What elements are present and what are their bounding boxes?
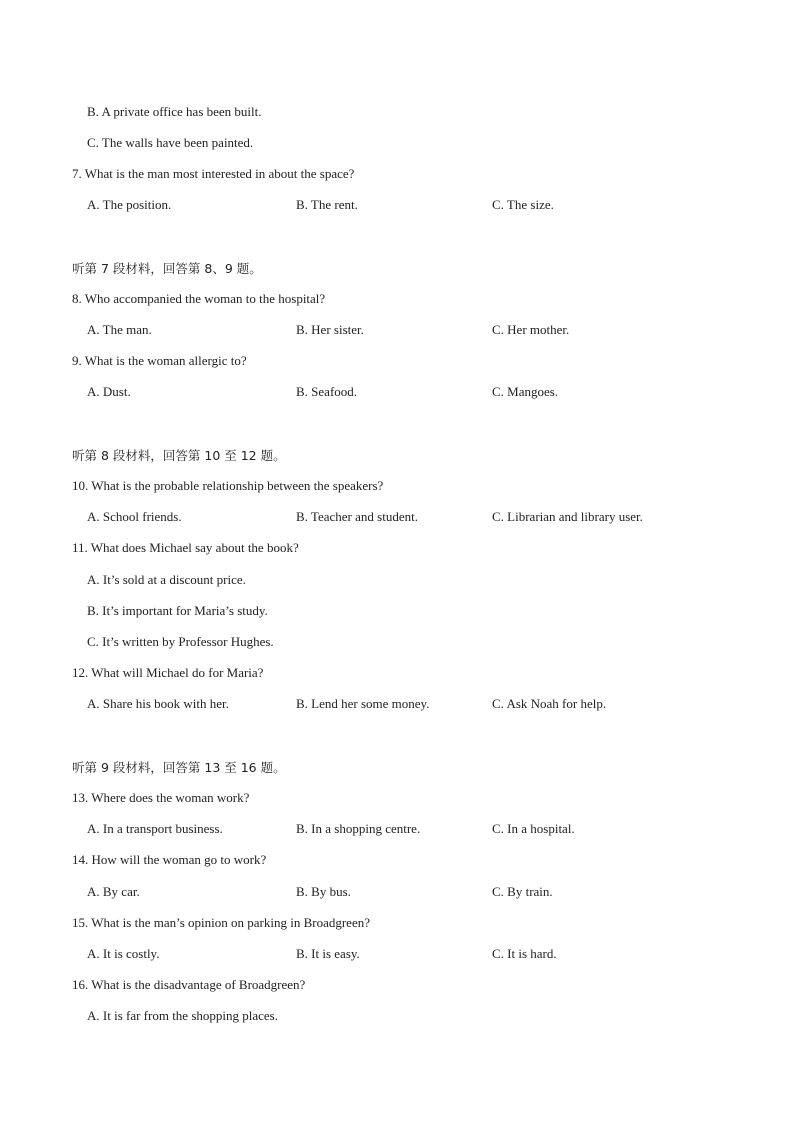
question-10: 10. What is the probable relationship between the speakers? [72,478,384,493]
option-16a: A. It is far from the shopping places. [87,1008,278,1023]
option-8b: B. Her sister. [296,322,364,337]
option-12a: A. Share his book with her. [87,696,229,711]
option-12c: C. Ask Noah for help. [492,696,607,711]
option-15b: B. It is easy. [296,946,360,961]
question-8: 8. Who accompanied the woman to the hospital? [72,291,326,306]
option-6b: B. A private office has been built. [87,104,262,119]
option-14a: A. By car. [87,884,140,899]
question-11: 11. What does Michael say about the book? [72,540,299,555]
section-header-7: 听第 7 段材料，回答第 8、9 题。 [72,261,262,276]
option-10c: C. Librarian and library user. [492,509,643,524]
option-14b: B. By bus. [296,884,351,899]
option-13c: C. In a hospital. [492,821,575,836]
option-14c: C. By train. [492,884,553,899]
question-7: 7. What is the man most interested in about the space? [72,166,355,181]
option-7a: A. The position. [87,197,172,212]
option-10b: B. Teacher and student. [296,509,418,524]
option-13b: B. In a shopping centre. [296,821,421,836]
section-header-8: 听第 8 段材料，回答第 10 至 12 题。 [72,448,286,463]
question-12: 12. What will Michael do for Maria? [72,665,264,680]
option-13a: A. In a transport business. [87,821,223,836]
option-8c: C. Her mother. [492,322,570,337]
section-header-9: 听第 9 段材料，回答第 13 至 16 题。 [72,760,286,775]
option-15a: A. It is costly. [87,946,160,961]
question-15: 15. What is the man’s opinion on parking in Broadgreen? [72,915,370,930]
option-7c: C. The size. [492,197,554,212]
option-10a: A. School friends. [87,509,182,524]
question-9: 9. What is the woman allergic to? [72,353,247,368]
option-9c: C. Mangoes. [492,384,559,399]
question-13: 13. Where does the woman work? [72,790,250,805]
option-6c: C. The walls have been painted. [87,135,254,150]
option-12b: B. Lend her some money. [296,696,430,711]
option-7b: B. The rent. [296,197,358,212]
option-8a: A. The man. [87,322,152,337]
option-11c: C. It’s written by Professor Hughes. [87,634,274,649]
option-15c: C. It is hard. [492,946,557,961]
question-14: 14. How will the woman go to work? [72,852,267,867]
option-9a: A. Dust. [87,384,131,399]
option-9b: B. Seafood. [296,384,358,399]
option-11b: B. It’s important for Maria’s study. [87,603,268,618]
question-16: 16. What is the disadvantage of Broadgreen? [72,977,306,992]
option-11a: A. It’s sold at a discount price. [87,572,246,587]
